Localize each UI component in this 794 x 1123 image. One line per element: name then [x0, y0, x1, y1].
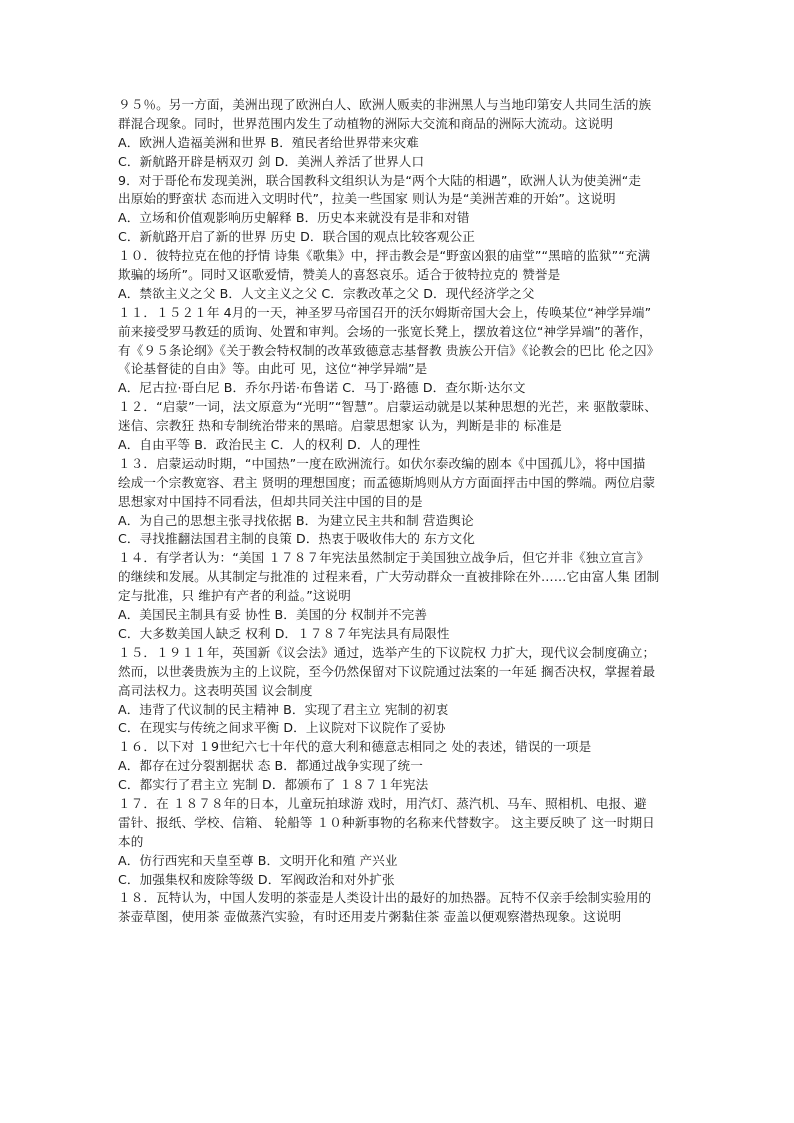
text-line: 茶壶草图，使用茶 壶做蒸汽实验，有时还用麦片粥黏住茶 壶盖以便观察潜热现象。这说明	[118, 909, 622, 925]
text-line: １８．瓦特认为，中国人发明的茶壶是人类设计出的最好的加热器。瓦特不仅亲手绘制实验用的	[118, 890, 652, 906]
text-line: 前来接受罗马教廷的质询、处置和审判。会场的一张宽长凳上，摆放着这位“神学异端”的著作，	[118, 323, 652, 339]
text-line: A．禁欲主义之父 B．人文主义之父 C．宗教改革之父 D．现代经济学之父	[118, 285, 535, 301]
text-line: C．新航路开辟是柄双刃 剑 D．美洲人养活了世界人口	[118, 153, 425, 169]
text-line: １０．彼特拉克在他的抒情 诗集《歌集》中，抨击教会是“野蛮凶狠的庙堂”“黑暗的监狱”“充满	[118, 248, 651, 264]
text-line: １２．“启蒙”一词，法文原意为“光明”“智慧”。启蒙运动就是以某种思想的光芒，来 驱散蒙昧、	[118, 399, 657, 415]
text-line: １３．启蒙运动时期，“中国热”一度在欧洲流行。如伏尔泰改编的剧本《中国孤儿》，将中国描	[118, 455, 646, 471]
text-line: A．欧洲人造福美洲和世界 B．殖民者给世界带来灾难	[118, 134, 419, 150]
text-line: C．寻找推翻法国君主制的良策 D．热衷于吸收伟大的 东方文化	[118, 531, 475, 547]
text-line: 有《９５条论纲》《关于教会特权制的改革致德意志基督教 贵族公开信》《论教会的巴比 伦之囚》	[118, 342, 660, 358]
text-line: 的继续和发展。从其制定与批准的 过程来看，广大劳动群众一直被排除在外……它由富人集 团制	[118, 569, 660, 585]
text-line: C．新航路开启了新的世界 历史 D．联合国的观点比较客观公正	[118, 229, 475, 245]
text-line: A．尼古拉·哥白尼 B．乔尔丹诺·布鲁诺 C．马丁·路德 D．查尔斯·达尔文	[118, 380, 526, 396]
text-line: 高司法权力。这表明英国 议会制度	[118, 682, 313, 698]
text-line: C．在现实与传统之间求平衡 D．上议院对下议院作了妥协	[118, 720, 446, 736]
text-line: 本的	[118, 833, 144, 849]
text-line: １１．１５２１年 4月的一天，神圣罗马帝国召开的沃尔姆斯帝国大会上，传唤某位“神学异端”	[118, 304, 652, 320]
text-line: A．仿行西宪和天皇至尊 B．文明开化和殖 产兴业	[118, 852, 398, 868]
text-line: 雷针、报纸、学校、信箱、 轮船等 １０种新事物的名称来代替数字。 这主要反映了 这一时期日	[118, 814, 655, 830]
text-line: １５．１９１１年，英国新《议会法》通过，选举产生的下议院权 力扩大，现代议会制度确立；	[118, 644, 656, 660]
text-line: 绘成一个宗教宽容、君主 贤明的理想国度；而孟德斯鸠则从方方面面抨击中国的弊端。两位启蒙	[118, 474, 656, 490]
text-line: １７．在 １８７８年的日本，儿童玩拍球游 戏时，用汽灯、蒸汽机、马车、照相机、电报、避	[118, 795, 647, 811]
text-line: C．大多数美国人缺乏 权利 D．１７８７年宪法具有局限性	[118, 625, 450, 641]
text-line: 思想家对中国持不同看法，但却共同关注中国的目的是	[118, 493, 423, 509]
text-line: C．加强集权和废除等级 D．军阀政治和对外扩张	[118, 871, 395, 887]
text-line: 《论基督徒的自由》等。由此可 见，这位“神学异端”是	[118, 361, 428, 377]
text-line: 群混合现象。同时，世界范围内发生了动植物的洲际大交流和商品的洲际大流动。这说明	[118, 115, 614, 131]
text-line: A．为自己的思想主张寻找依据 B．为建立民主共和制 营造舆论	[118, 512, 474, 528]
text-line: A．美国民主制具有妥 协性 B．美国的分 权制并不完善	[118, 607, 428, 623]
document-body	[118, 96, 678, 927]
text-line: １４．有学者认为：“美国 １７８７年宪法虽然制定于美国独立战争后，但它并非《独立宣言》	[118, 550, 650, 566]
text-line: ９５％。另一方面，美洲出现了欧洲白人、欧洲人贩卖的非洲黑人与当地印第安人共同生活的族	[118, 97, 652, 112]
text-line: 出原始的野蛮状 态而进入文明时代”，拉美一些国家 则认为是“美洲苦难的开始”。这说明	[118, 191, 616, 207]
text-line: A．立场和价值观影响历史解释 B．历史本来就没有是非和对错	[118, 210, 470, 226]
text-line: C．都实行了君主立 宪制 D．都颁布了 １８７１年宪法	[118, 777, 429, 793]
text-line: 9．对于哥伦布发现美洲，联合国教科文组织认为是“两个大陆的相遇”，欧洲人认为使美洲“走	[118, 172, 642, 188]
text-line: １６．以下对 １9世纪六七十年代的意大利和德意志相同之 处的表述，错误的一项是	[118, 739, 592, 755]
text-line: A．违背了代议制的民主精神 B．实现了君主立 宪制的初衷	[118, 701, 449, 717]
text-line: 定与批准，只 维护有产者的利益。”这说明	[118, 588, 351, 604]
text-line: 欺骗的场所”。同时又讴歌爱情，赞美人的喜怒哀乐。适合于彼特拉克的 赞誉是	[118, 267, 561, 283]
text-line: 迷信、宗教狂 热和专制统治带来的黑暗。启蒙思想家 认为，判断是非的 标准是	[118, 418, 562, 434]
text-line: A．都存在过分裂割据状 态 B．都通过战争实现了统一	[118, 758, 423, 774]
text-line: 然而，以世袭贵族为主的上议院，至今仍然保留对下议院通过法案的一年延 搁否决权，掌握着最	[118, 663, 656, 679]
text-line: A．自由平等 B．政治民主 C．人的权利 D．人的理性	[118, 437, 421, 453]
